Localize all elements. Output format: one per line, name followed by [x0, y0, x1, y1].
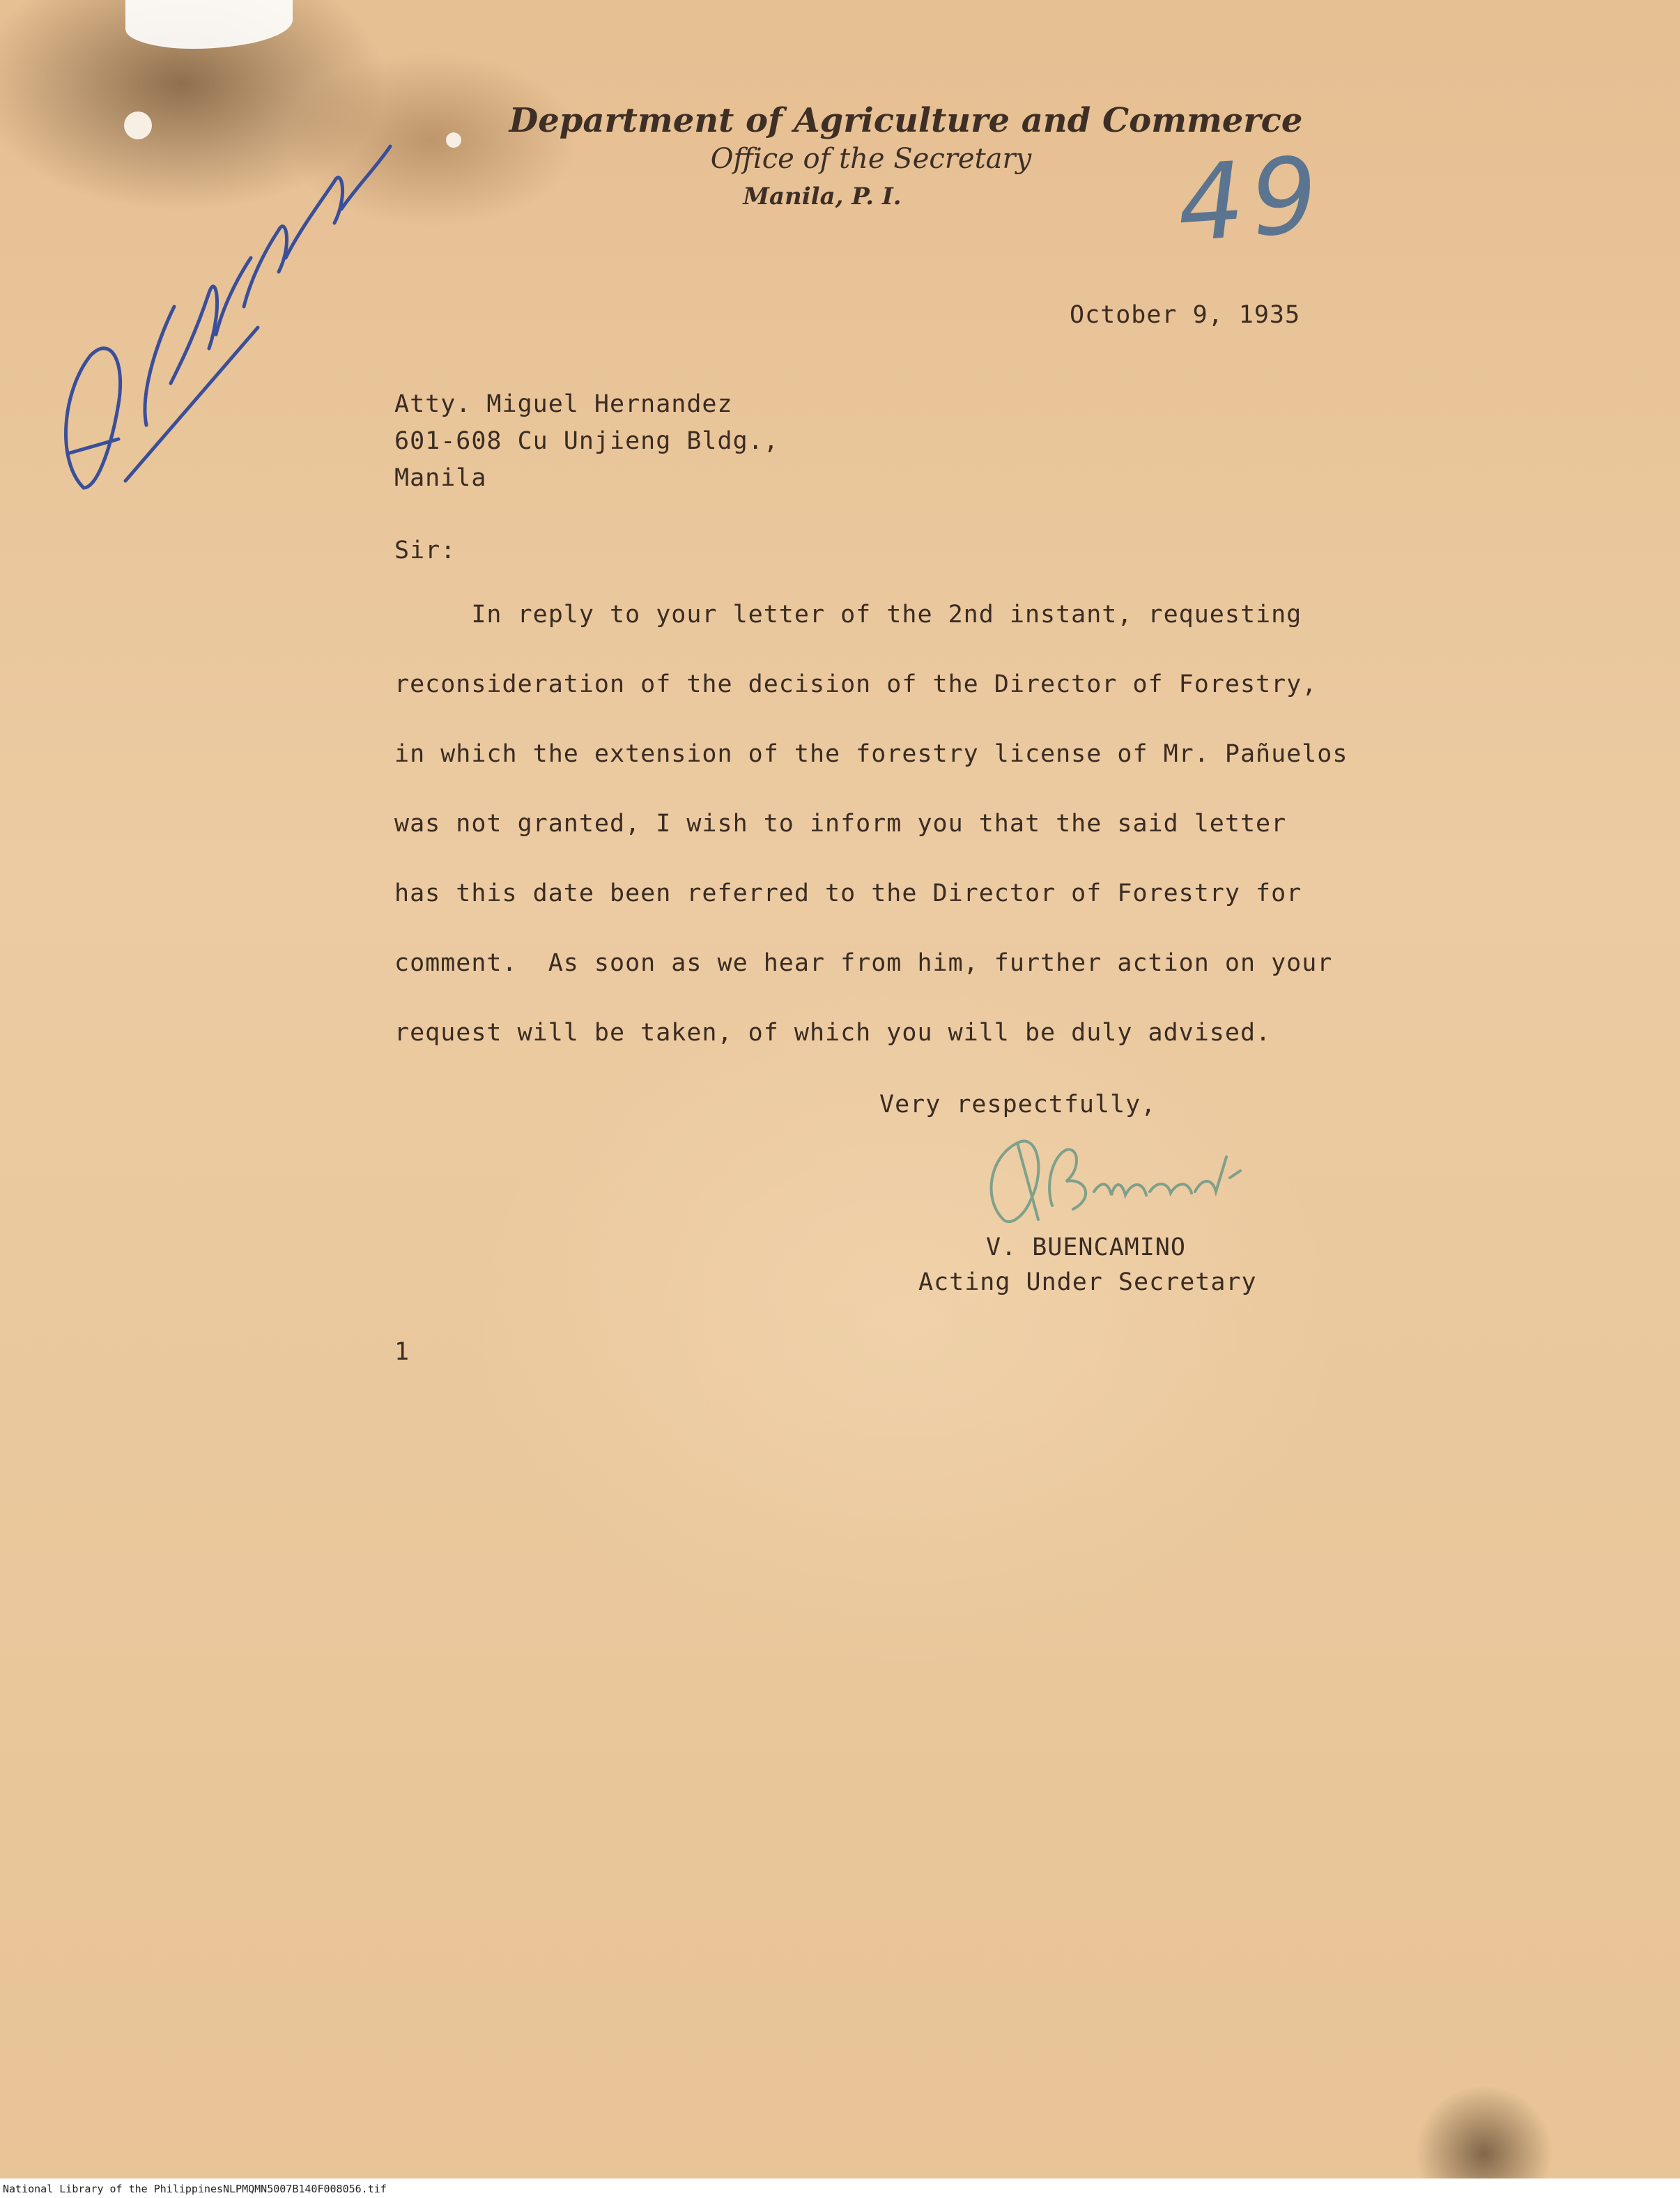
body-line: in which the extension of the forestry license of Mr. Pañuelos	[394, 740, 1348, 768]
body-line: reconsideration of the decision of the Director of Forestry,	[394, 670, 1318, 698]
letterhead-department: Department of Agriculture and Commerce	[509, 101, 1303, 140]
signer-title: Acting Under Secretary	[918, 1268, 1257, 1296]
handwritten-number: 49	[1173, 134, 1329, 266]
page-marker: 1	[394, 1338, 410, 1366]
body-line: was not granted, I wish to inform you that the said letter	[394, 810, 1287, 838]
handwritten-signature-buencamino	[976, 1115, 1268, 1240]
archive-footer	[0, 2178, 1680, 2198]
closing: Very respectfully,	[879, 1091, 1157, 1119]
handwritten-signature-villamayor	[42, 125, 432, 516]
signer-name: V. BUENCAMINO	[986, 1234, 1186, 1261]
footer-filename: NLPMQMN5007B140F008056.tif	[223, 2183, 387, 2195]
letter-date: October 9, 1935	[1070, 301, 1301, 329]
letterhead-office: Office of the Secretary	[710, 143, 1032, 175]
recipient-line-3: Manila	[394, 464, 487, 492]
salutation: Sir:	[394, 537, 456, 564]
body-line: has this date been referred to the Director of Forestry for	[394, 879, 1302, 907]
body-line: request will be taken, of which you will be duly advised.	[394, 1019, 1272, 1047]
recipient-line-2: 601-608 Cu Unjieng Bldg.,	[394, 427, 779, 455]
body-line: comment. As soon as we hear from him, further action on your	[394, 949, 1333, 977]
recipient-line-1: Atty. Miguel Hernandez	[394, 390, 733, 418]
burn-damage	[125, 0, 293, 49]
footer-library: National Library of the Philippines	[3, 2183, 224, 2195]
letterhead-city: Manila, P. I.	[743, 183, 902, 210]
body-line: In reply to your letter of the 2nd instant, requesting	[394, 601, 1302, 629]
